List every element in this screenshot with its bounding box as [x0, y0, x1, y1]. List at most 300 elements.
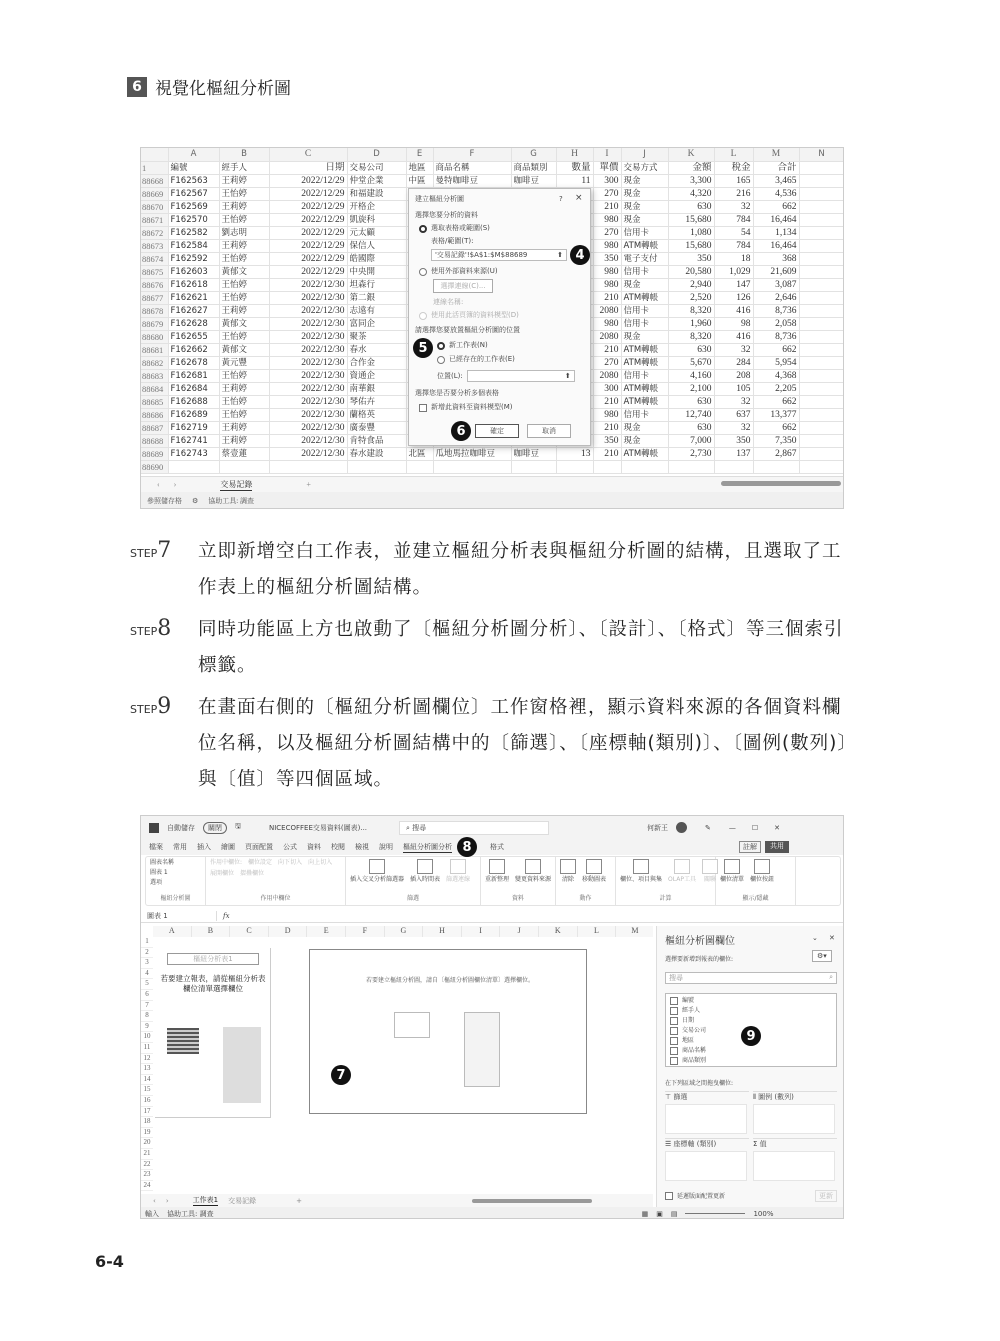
cell[interactable]: 交易方式: [621, 161, 668, 174]
row-header[interactable]: 7: [141, 1001, 153, 1012]
cell[interactable]: 2022/12/30: [269, 447, 347, 460]
cell[interactable]: 現金: [621, 200, 668, 213]
cell[interactable]: [799, 369, 844, 382]
row-header[interactable]: 6: [141, 990, 153, 1001]
cell[interactable]: [799, 200, 844, 213]
cell[interactable]: 蘭格英: [347, 408, 406, 421]
column-header[interactable]: F: [346, 926, 385, 937]
cell[interactable]: 15,680: [668, 213, 714, 226]
cell[interactable]: [799, 421, 844, 434]
cell[interactable]: 210: [593, 447, 621, 460]
cell[interactable]: 現金: [621, 213, 668, 226]
cell[interactable]: 信用卡: [621, 265, 668, 278]
ribbon-button[interactable]: 篩選連線: [446, 859, 470, 884]
cell[interactable]: 8,736: [753, 304, 799, 317]
prev-sheet-icon[interactable]: ‹: [157, 480, 160, 489]
cell[interactable]: 1,960: [668, 317, 714, 330]
cell[interactable]: 350: [714, 434, 753, 447]
zone-filters[interactable]: ⊤ 篩選: [665, 1091, 749, 1136]
cell[interactable]: [168, 460, 219, 473]
cell[interactable]: 2022/12/29: [269, 252, 347, 265]
cell[interactable]: 王怡婷: [219, 291, 269, 304]
option-select-table[interactable]: 選取表格或範圍(S): [419, 224, 490, 233]
cell[interactable]: F162678: [168, 356, 219, 369]
cell[interactable]: 稅金: [714, 161, 753, 174]
column-header[interactable]: E: [307, 926, 346, 937]
cell[interactable]: 350: [668, 252, 714, 265]
cell[interactable]: 肯特食品: [347, 434, 406, 447]
cell[interactable]: 5,954: [753, 356, 799, 369]
cell[interactable]: F162618: [168, 278, 219, 291]
cell[interactable]: 中央開: [347, 265, 406, 278]
cell[interactable]: 王怡婷: [219, 213, 269, 226]
cell[interactable]: B: [219, 148, 269, 161]
cell[interactable]: [799, 187, 844, 200]
row-header[interactable]: 16: [141, 1096, 153, 1107]
cell[interactable]: 980: [593, 317, 621, 330]
cell[interactable]: 黃元豐: [219, 356, 269, 369]
cell[interactable]: 王莉婷: [219, 200, 269, 213]
cell[interactable]: 210: [593, 343, 621, 356]
cell[interactable]: D: [347, 148, 406, 161]
cell[interactable]: 王怡婷: [219, 369, 269, 382]
row-header[interactable]: 88677: [141, 291, 168, 304]
ribbon-tab[interactable]: 檔案: [149, 843, 163, 851]
cell[interactable]: 4,368: [753, 369, 799, 382]
cell[interactable]: 王莉婷: [219, 382, 269, 395]
cell[interactable]: [593, 460, 621, 473]
option-existing-worksheet[interactable]: 已經存在的工作表(E): [437, 355, 515, 364]
cell[interactable]: 春水建設: [347, 447, 406, 460]
cell[interactable]: 32: [714, 200, 753, 213]
cell[interactable]: 北區: [406, 447, 433, 460]
cell[interactable]: [799, 239, 844, 252]
cell[interactable]: 784: [714, 213, 753, 226]
avatar[interactable]: [676, 822, 687, 833]
ribbon-tab[interactable]: 檢視: [355, 843, 369, 851]
cell[interactable]: F162681: [168, 369, 219, 382]
cell[interactable]: 黃郁文: [219, 343, 269, 356]
cell[interactable]: 蔡壹蓮: [219, 447, 269, 460]
cell[interactable]: 2080: [593, 369, 621, 382]
row-header[interactable]: 8: [141, 1011, 153, 1022]
cell[interactable]: 630: [668, 395, 714, 408]
cell[interactable]: 15,680: [668, 239, 714, 252]
cell[interactable]: [219, 460, 269, 473]
cell[interactable]: ATM轉帳: [621, 291, 668, 304]
cell[interactable]: 信用卡: [621, 369, 668, 382]
cell[interactable]: 王莉婷: [219, 174, 269, 187]
add-sheet-button[interactable]: +: [296, 1196, 302, 1205]
row-header[interactable]: 88689: [141, 447, 168, 460]
cell[interactable]: 1,029: [714, 265, 753, 278]
cell[interactable]: 开格企: [347, 200, 406, 213]
ribbon-tab[interactable]: 公式: [283, 843, 297, 851]
cell[interactable]: [799, 304, 844, 317]
cell[interactable]: F162570: [168, 213, 219, 226]
row-header[interactable]: 88673: [141, 239, 168, 252]
cell[interactable]: 凱旋科: [347, 213, 406, 226]
row-header[interactable]: 19: [141, 1128, 153, 1139]
row-header[interactable]: 88687: [141, 421, 168, 434]
field-checkbox[interactable]: 商品類別: [670, 1056, 832, 1066]
defer-update-checkbox[interactable]: 延遲版面配置更新: [665, 1191, 725, 1200]
cell[interactable]: 784: [714, 239, 753, 252]
cell[interactable]: 210: [593, 291, 621, 304]
row-header[interactable]: 88682: [141, 356, 168, 369]
cell[interactable]: 16,464: [753, 239, 799, 252]
ribbon-tab[interactable]: 資料: [307, 843, 321, 851]
cell[interactable]: [799, 161, 844, 174]
cell[interactable]: [753, 460, 799, 473]
cell[interactable]: 資通企: [347, 369, 406, 382]
option-external-source[interactable]: 使用外部資料來源(U): [419, 267, 498, 276]
zone-legend[interactable]: ⫴ 圖例 (數列): [753, 1091, 837, 1136]
ribbon-tab[interactable]: 插入: [197, 843, 211, 851]
row-header[interactable]: 88671: [141, 213, 168, 226]
pivot-chart-placeholder[interactable]: [309, 949, 587, 1114]
close-button[interactable]: ×: [575, 193, 583, 203]
cell[interactable]: ATM轉帳: [621, 382, 668, 395]
cell[interactable]: 11: [556, 174, 593, 187]
cancel-button[interactable]: 取消: [527, 424, 571, 438]
cell[interactable]: F162592: [168, 252, 219, 265]
row-header[interactable]: 13: [141, 1064, 153, 1075]
cell[interactable]: 合作金: [347, 356, 406, 369]
cell[interactable]: 20,580: [668, 265, 714, 278]
cell[interactable]: 第二銀: [347, 291, 406, 304]
row-header[interactable]: 20: [141, 1138, 153, 1149]
cell[interactable]: 210: [593, 421, 621, 434]
cell[interactable]: 2022/12/30: [269, 278, 347, 291]
cell[interactable]: 元太顧: [347, 226, 406, 239]
cell[interactable]: 32: [714, 395, 753, 408]
cell[interactable]: 2022/12/29: [269, 200, 347, 213]
cell[interactable]: 2022/12/29: [269, 265, 347, 278]
cell[interactable]: 4,320: [668, 187, 714, 200]
accessibility-status[interactable]: 協助工具: 調查: [208, 496, 254, 505]
cell[interactable]: C: [269, 148, 347, 161]
cell[interactable]: 現金: [621, 421, 668, 434]
cell[interactable]: 980: [593, 265, 621, 278]
cell[interactable]: H: [556, 148, 593, 161]
cell[interactable]: [347, 460, 406, 473]
ribbon-button[interactable]: 向上切入: [308, 859, 333, 866]
cell[interactable]: G: [511, 148, 556, 161]
minimize-button[interactable]: —: [728, 823, 736, 832]
cell[interactable]: A: [168, 148, 219, 161]
sheet-tab-transactions[interactable]: 交易記錄: [228, 1196, 257, 1205]
row-header[interactable]: 24: [141, 1181, 153, 1192]
ribbon-button[interactable]: 關聯: [702, 859, 718, 884]
cell[interactable]: 16,464: [753, 213, 799, 226]
row-header[interactable]: 2: [141, 948, 153, 959]
row-header[interactable]: 88685: [141, 395, 168, 408]
cell[interactable]: 2,646: [753, 291, 799, 304]
cell[interactable]: [799, 356, 844, 369]
cell[interactable]: F162621: [168, 291, 219, 304]
location-input[interactable]: [467, 370, 575, 382]
cell[interactable]: 2022/12/30: [269, 356, 347, 369]
ribbon-button[interactable]: 插入交叉分析篩選器: [350, 859, 404, 884]
share-button[interactable]: 共用: [765, 841, 789, 853]
cell[interactable]: 630: [668, 343, 714, 356]
cell[interactable]: F162569: [168, 200, 219, 213]
cell[interactable]: 仲堂企業: [347, 174, 406, 187]
ribbon-button[interactable]: 選項: [150, 879, 163, 886]
cell[interactable]: 208: [714, 369, 753, 382]
range-input[interactable]: '交易記錄'!$A$1:$M$88689 ⬆: [431, 249, 567, 261]
cell[interactable]: E: [406, 148, 433, 161]
horizontal-scrollbar[interactable]: [721, 481, 841, 486]
column-header[interactable]: J: [500, 926, 539, 937]
cell[interactable]: 2022/12/30: [269, 304, 347, 317]
cell[interactable]: 8,320: [668, 304, 714, 317]
cell[interactable]: 2022/12/29: [269, 187, 347, 200]
field-checkbox[interactable]: 商品名稱: [670, 1046, 832, 1056]
add-sheet-button[interactable]: +: [306, 480, 311, 489]
field-checkbox[interactable]: 交易公司: [670, 1026, 832, 1036]
cell[interactable]: F162719: [168, 421, 219, 434]
cell[interactable]: 284: [714, 356, 753, 369]
cell[interactable]: ATM轉帳: [621, 447, 668, 460]
cell[interactable]: 416: [714, 330, 753, 343]
ribbon-button[interactable]: 展開欄位: [210, 870, 235, 877]
cell[interactable]: ATM轉帳: [621, 343, 668, 356]
cell[interactable]: [799, 213, 844, 226]
cell[interactable]: [433, 460, 511, 473]
cell[interactable]: 和福建設: [347, 187, 406, 200]
pane-options-icon[interactable]: ⌄: [812, 934, 818, 942]
page-layout-icon[interactable]: ▣: [656, 1209, 663, 1218]
cell[interactable]: 2,100: [668, 382, 714, 395]
column-header[interactable]: M: [616, 926, 653, 937]
cell[interactable]: 662: [753, 421, 799, 434]
cell[interactable]: F162688: [168, 395, 219, 408]
row-header[interactable]: 88669: [141, 187, 168, 200]
cell[interactable]: 2022/12/30: [269, 343, 347, 356]
cell[interactable]: 7,000: [668, 434, 714, 447]
maximize-button[interactable]: ☐: [751, 823, 759, 832]
row-header[interactable]: 88668: [141, 174, 168, 187]
cell[interactable]: F162743: [168, 447, 219, 460]
cell[interactable]: 王怡婷: [219, 395, 269, 408]
cell[interactable]: 8,320: [668, 330, 714, 343]
row-header[interactable]: 14: [141, 1075, 153, 1086]
cell[interactable]: 13: [556, 447, 593, 460]
cell[interactable]: 270: [593, 226, 621, 239]
cell[interactable]: 合計: [753, 161, 799, 174]
cell[interactable]: 2022/12/29: [269, 213, 347, 226]
cell[interactable]: 保信人: [347, 239, 406, 252]
cell[interactable]: 商品名稱: [433, 161, 511, 174]
next-sheet-icon[interactable]: ›: [165, 1196, 169, 1205]
row-header[interactable]: 3: [141, 958, 153, 969]
cell[interactable]: 琴佑卉: [347, 395, 406, 408]
cell[interactable]: 2022/12/30: [269, 291, 347, 304]
cell[interactable]: 270: [593, 356, 621, 369]
cell[interactable]: 王怡婷: [219, 252, 269, 265]
cell[interactable]: 數量: [556, 161, 593, 174]
cell[interactable]: F162689: [168, 408, 219, 421]
row-header[interactable]: 12: [141, 1054, 153, 1065]
zone-axis[interactable]: ☰ 座標軸 (類別): [665, 1138, 749, 1183]
pane-close-icon[interactable]: ✕: [829, 934, 835, 942]
cell[interactable]: 皓國際: [347, 252, 406, 265]
cell[interactable]: 2,867: [753, 447, 799, 460]
cell[interactable]: 21,609: [753, 265, 799, 278]
ribbon-tab[interactable]: 常用: [173, 843, 187, 851]
cell[interactable]: 編號: [168, 161, 219, 174]
cell[interactable]: 350: [593, 434, 621, 447]
cell[interactable]: 3,465: [753, 174, 799, 187]
cell[interactable]: 王莉婷: [219, 434, 269, 447]
cell[interactable]: J: [621, 148, 668, 161]
cell[interactable]: [511, 460, 556, 473]
ribbon-button[interactable]: 向下切入: [278, 859, 303, 866]
cell[interactable]: 2022/12/30: [269, 421, 347, 434]
column-header[interactable]: C: [230, 926, 269, 937]
ribbon-button[interactable]: 清除: [560, 859, 576, 884]
row-header[interactable]: 23: [141, 1170, 153, 1181]
cell[interactable]: 2022/12/30: [269, 330, 347, 343]
cell[interactable]: 黃郁文: [219, 265, 269, 278]
cell[interactable]: 300: [593, 382, 621, 395]
cell[interactable]: 980: [593, 408, 621, 421]
cell[interactable]: 662: [753, 395, 799, 408]
cell[interactable]: 信用卡: [621, 226, 668, 239]
cell[interactable]: 3,087: [753, 278, 799, 291]
cell[interactable]: 王怡婷: [219, 330, 269, 343]
page-break-icon[interactable]: ▤: [670, 1209, 678, 1218]
cell[interactable]: [799, 291, 844, 304]
field-checkbox[interactable]: 日期: [670, 1016, 832, 1026]
cell[interactable]: 147: [714, 278, 753, 291]
cell[interactable]: 廣泰豐: [347, 421, 406, 434]
cell[interactable]: 王怡婷: [219, 408, 269, 421]
add-to-data-model-checkbox[interactable]: 新增此資料至資料模型(M): [419, 403, 513, 412]
cell[interactable]: 126: [714, 291, 753, 304]
ribbon-tab[interactable]: 格式: [490, 843, 504, 851]
ribbon-tab[interactable]: 繪圖: [221, 843, 235, 851]
cell[interactable]: [799, 395, 844, 408]
cell[interactable]: F162684: [168, 382, 219, 395]
cell[interactable]: 2080: [593, 330, 621, 343]
cell[interactable]: 2022/12/29: [269, 174, 347, 187]
cell[interactable]: [799, 460, 844, 473]
cell[interactable]: 2022/12/30: [269, 317, 347, 330]
column-header[interactable]: L: [578, 926, 617, 937]
row-header[interactable]: 88678: [141, 304, 168, 317]
ribbon-button[interactable]: 作用中欄位:: [210, 859, 243, 866]
cell[interactable]: 日期: [269, 161, 347, 174]
cell[interactable]: 交易公司: [347, 161, 406, 174]
cell[interactable]: [799, 317, 844, 330]
cell[interactable]: 富同企: [347, 317, 406, 330]
cell[interactable]: 270: [593, 187, 621, 200]
cell[interactable]: F162567: [168, 187, 219, 200]
cell[interactable]: 曼特咖啡豆: [433, 174, 511, 187]
column-header[interactable]: K: [539, 926, 578, 937]
pen-icon[interactable]: ✎: [705, 823, 711, 832]
cell[interactable]: [406, 460, 433, 473]
row-header[interactable]: 88670: [141, 200, 168, 213]
cell[interactable]: 王莉婷: [219, 239, 269, 252]
cell[interactable]: 電子支付: [621, 252, 668, 265]
cell[interactable]: [556, 460, 593, 473]
ribbon-button[interactable]: 欄位設定: [248, 859, 273, 866]
row-header[interactable]: 88672: [141, 226, 168, 239]
row-header[interactable]: 17: [141, 1107, 153, 1118]
cell[interactable]: N: [799, 148, 844, 161]
row-header[interactable]: 88681: [141, 343, 168, 356]
cell[interactable]: F162582: [168, 226, 219, 239]
row-header[interactable]: 10: [141, 1032, 153, 1043]
row-header[interactable]: 88676: [141, 278, 168, 291]
ribbon-button[interactable]: OLAP工具: [668, 859, 696, 884]
row-header[interactable]: 88679: [141, 317, 168, 330]
cell[interactable]: 咖啡豆: [511, 174, 556, 187]
ok-button[interactable]: 確定: [475, 424, 519, 438]
cell[interactable]: K: [668, 148, 714, 161]
row-header[interactable]: 4: [141, 969, 153, 980]
column-header[interactable]: A: [153, 926, 192, 937]
prev-sheet-icon[interactable]: ‹: [153, 1196, 156, 1205]
cell[interactable]: 2022/12/30: [269, 434, 347, 447]
cell[interactable]: 2022/12/30: [269, 408, 347, 421]
row-header[interactable]: 11: [141, 1043, 153, 1054]
cell[interactable]: 地區: [406, 161, 433, 174]
cell[interactable]: 黃郁文: [219, 317, 269, 330]
cell[interactable]: 1,080: [668, 226, 714, 239]
cell[interactable]: F162741: [168, 434, 219, 447]
row-header[interactable]: 18: [141, 1117, 153, 1128]
cell[interactable]: 信用卡: [621, 304, 668, 317]
cell[interactable]: 王莉婷: [219, 421, 269, 434]
cell[interactable]: 南華銀: [347, 382, 406, 395]
cell[interactable]: 210: [593, 200, 621, 213]
cell[interactable]: 368: [753, 252, 799, 265]
cell[interactable]: 春水: [347, 343, 406, 356]
ribbon-tab[interactable]: 校閱: [331, 843, 345, 851]
close-window-button[interactable]: ✕: [774, 823, 781, 832]
field-checkbox[interactable]: 經手人: [670, 1006, 832, 1016]
cell[interactable]: 5,670: [668, 356, 714, 369]
row-header[interactable]: 1: [141, 937, 153, 948]
cell[interactable]: 現金: [621, 174, 668, 187]
normal-view-icon[interactable]: ▦: [641, 1209, 649, 1218]
cell[interactable]: 662: [753, 343, 799, 356]
cell[interactable]: 2,205: [753, 382, 799, 395]
cell[interactable]: 210: [593, 395, 621, 408]
column-header[interactable]: B: [192, 926, 231, 937]
cell[interactable]: 637: [714, 408, 753, 421]
cell[interactable]: [799, 252, 844, 265]
cell[interactable]: 王莉婷: [219, 304, 269, 317]
field-checkbox[interactable]: 地區: [670, 1036, 832, 1046]
cell[interactable]: 350: [593, 252, 621, 265]
row-header[interactable]: 9: [141, 1022, 153, 1033]
cell[interactable]: 王怡婷: [219, 278, 269, 291]
autosave-toggle[interactable]: 關閉: [203, 822, 227, 834]
cell[interactable]: 4,160: [668, 369, 714, 382]
cell[interactable]: 2080: [593, 304, 621, 317]
cell[interactable]: [799, 447, 844, 460]
row-header[interactable]: 88680: [141, 330, 168, 343]
cell[interactable]: [799, 174, 844, 187]
cell[interactable]: F162627: [168, 304, 219, 317]
cell[interactable]: 2,730: [668, 447, 714, 460]
